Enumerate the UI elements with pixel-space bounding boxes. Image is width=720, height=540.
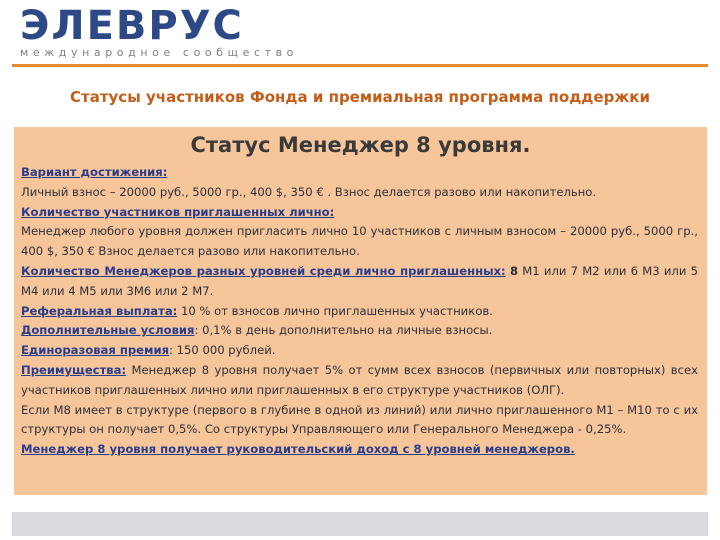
condition-text: Если М8 имеет в структуре (первого в глубине в одной из линий) или лично приглашенного М1 – М10 то с их структуры он получает 0,5%. Со структуры Управляющего или Генерального Менеджера - 0,25%. [21,402,698,437]
logo [14,3,299,64]
advantages-text: Менеджер 8 уровня получает 5% от сумм всех взносов (первичных или повторных) всех участников приглашенных лично или приглашенных в его структуре участников (ОЛГ). [21,362,698,397]
referral-paragraph [21,302,698,322]
invited-text: Менеджер любого уровня должен пригласить лично 10 участников с личным взносом – 20000 руб., 5000 гр., 400 $, 350 € Взнос делается разово или накопительно. [21,224,698,259]
variant-label: Вариант достижения: [21,165,168,179]
advantages-paragraph [21,361,698,401]
panel-title: Статус Менеджер 8 уровня. [190,133,531,157]
panel-body [21,163,698,460]
logo-wordmark: ЭЛЕВРУС [20,3,244,49]
bonus-text: : 150 000 рублей. [169,343,276,358]
referral-text: 10 % от взносов лично приглашенных участников. [177,303,493,318]
invited-label: Количество участников приглашенных лично: [21,204,335,219]
advantages-label: Преимущества: [21,362,127,377]
extra-label: Дополнительные условия [21,323,195,338]
condition-paragraph [21,401,698,441]
referral-label: Реферальная выплата: [21,303,178,318]
extra-text: : 0,1% в день дополнительно на личные взносы. [194,323,493,338]
variant-text: Личный взнос – 20000 руб., 5000 гр., 400 $, 350 € . Взнос делается разово или накопительно. [21,184,597,199]
managers-count: 8 [509,263,519,278]
managers-text: М1 или 7 М2 или 6 М3 или 5 М4 или 4 М5 или 3М6 или 2 М7. [21,263,699,298]
final-paragraph [21,440,698,460]
invited-paragraph [21,203,698,262]
final-text: Менеджер 8 уровня получает руководительский доход с 8 уровней менеджеров. [21,442,575,457]
variant-paragraph [21,163,698,203]
status-panel [14,127,707,495]
extra-paragraph [21,321,698,341]
logo-subtitle: международное сообщество [20,46,299,59]
footer-bar [12,512,708,536]
page-title: Статусы участников Фонда и премиальная программа поддержки [70,88,650,106]
bonus-label: Единоразовая премия [21,343,170,358]
managers-paragraph [21,262,698,302]
bonus-paragraph [21,341,698,361]
managers-label: Количество Менеджеров разных уровней среди лично приглашенных: [21,263,506,278]
